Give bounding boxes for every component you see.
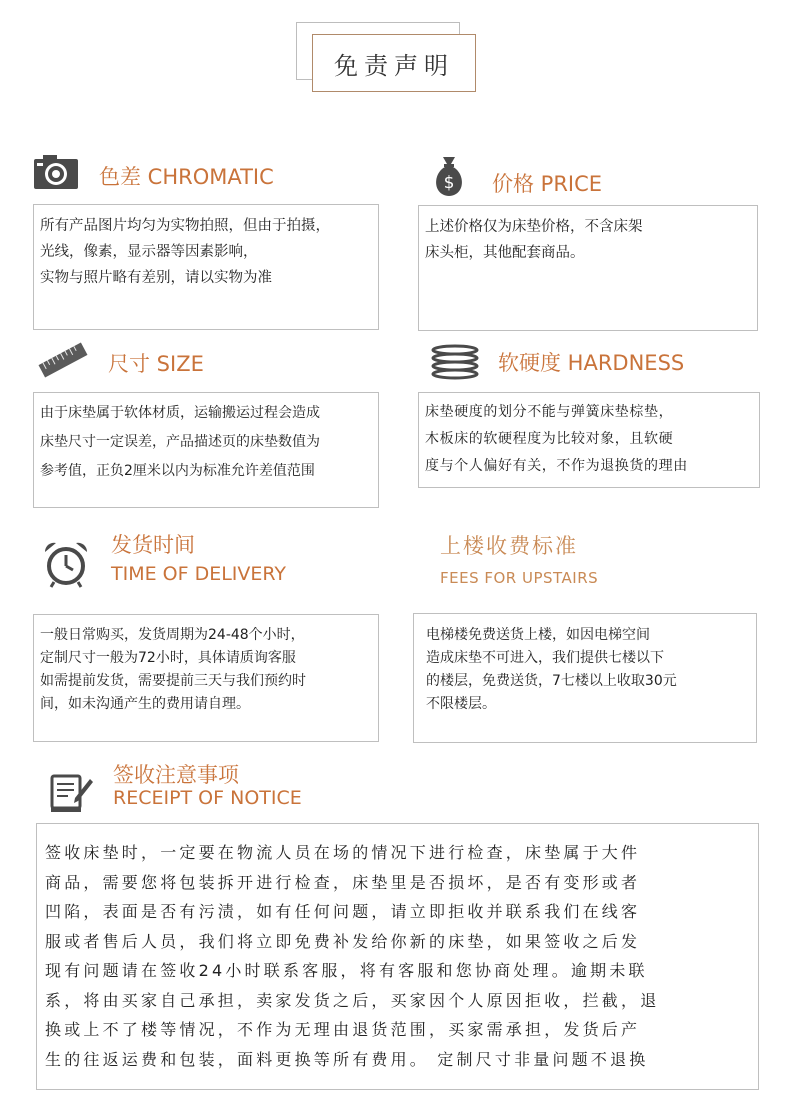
upstairs-box	[413, 613, 757, 743]
receipt-line: 签收床垫时，一定要在物流人员在场的情况下进行检查，床垫属于大件	[45, 843, 641, 862]
delivery-line: 定制尺寸一般为72小时，具体请质询客服	[40, 650, 296, 666]
alarm-clock-icon	[42, 540, 90, 588]
receipt-title: 签收注意事项	[113, 763, 239, 787]
receipt-box	[36, 823, 759, 1090]
size-line: 参考值，正负2厘米以内为标准允许差值范围	[40, 463, 315, 479]
spring-icon	[430, 344, 480, 384]
upstairs-subtitle: FEES FOR UPSTAIRS	[440, 569, 599, 587]
upstairs-text	[414, 614, 756, 716]
money-bag-icon	[431, 155, 467, 197]
chromatic-line: 光线，像素，显示器等因素影响，	[40, 244, 258, 260]
delivery-title: 发货时间	[111, 533, 195, 557]
receipt-line: 现有问题请在签收24小时联系客服，将有客服和您协商处理。逾期未联	[45, 961, 648, 980]
size-box	[33, 392, 379, 508]
price-text	[419, 206, 757, 266]
size-title: 尺寸 SIZE	[108, 352, 204, 376]
delivery-text	[34, 615, 378, 716]
upstairs-line: 的楼层，免费送货，7七楼以上收取30元	[426, 673, 677, 689]
receipt-line: 商品，需要您将包装拆开进行检查，床垫里是否损坏，是否有变形或者	[45, 872, 641, 892]
price-box	[418, 205, 758, 331]
size-line: 床垫尺寸一定误差，产品描述页的床垫数值为	[40, 434, 320, 450]
receipt-line: 凹陷，表面是否有污渍，如有任何问题，请立即拒收并联系我们在线客	[45, 902, 641, 921]
price-line: 上述价格仅为床垫价格，不含床架	[425, 219, 643, 235]
hardness-title: 软硬度 HARDNESS	[498, 351, 685, 375]
receipt-subtitle: RECEIPT OF NOTICE	[113, 787, 302, 809]
upstairs-title: 上楼收费标准	[440, 534, 578, 558]
hardness-line: 床垫硬度的划分不能与弹簧床垫棕垫，	[425, 404, 674, 420]
chromatic-line: 实物与照片略有差别，请以实物为准	[40, 270, 272, 286]
ruler-icon	[35, 340, 91, 380]
hardness-line: 度与个人偏好有关，不作为退换货的理由	[425, 458, 688, 474]
receipt-line: 换或上不了楼等情况，不作为无理由退货范围，买家需承担，发货后产	[45, 1020, 641, 1039]
size-text	[34, 393, 378, 486]
upstairs-line: 不限楼层。	[426, 696, 496, 712]
camera-icon	[33, 154, 79, 190]
price-line: 床头柜，其他配套商品。	[425, 245, 585, 261]
delivery-subtitle: TIME OF DELIVERY	[111, 563, 286, 585]
delivery-line: 如需提前发货，需要提前三天与我们预约时	[40, 673, 306, 689]
chromatic-box	[33, 204, 379, 330]
receipt-line: 服或者售后人员，我们将立即免费补发给你新的床垫，如果签收之后发	[45, 931, 641, 951]
receipt-line: 系，将由买家自己承担，卖家发货之后，买家因个人原因拒收，拦截，退	[45, 990, 660, 1010]
upstairs-line: 造成床垫不可进入，我们提供七楼以下	[426, 650, 664, 666]
hardness-box	[418, 392, 760, 488]
page-title: 免责声明	[312, 34, 476, 92]
upstairs-line: 电梯楼免费送货上楼，如因电梯空间	[426, 627, 650, 643]
hardness-text	[419, 393, 759, 480]
delivery-box	[33, 614, 379, 742]
receipt-text	[37, 824, 758, 1074]
tablet-pen-icon	[50, 773, 94, 813]
delivery-line: 间，如未沟通产生的费用请自理。	[40, 696, 250, 712]
chromatic-text	[34, 205, 378, 291]
chromatic-title: 色差 CHROMATIC	[99, 165, 274, 189]
size-line: 由于床垫属于软体材质，运输搬运过程会造成	[40, 405, 320, 421]
chromatic-line: 所有产品图片均匀为实物拍照，但由于拍摄，	[40, 218, 330, 234]
receipt-line: 生的往返运费和包装，面料更换等所有费用。 定制尺寸非量问题不退换	[45, 1049, 649, 1069]
hardness-line: 木板床的软硬程度为比较对象，且软硬	[425, 431, 674, 447]
price-title: 价格 PRICE	[492, 172, 603, 196]
svg-text:$: $	[443, 173, 455, 193]
delivery-line: 一般日常购买，发货周期为24-48个小时，	[40, 627, 305, 643]
